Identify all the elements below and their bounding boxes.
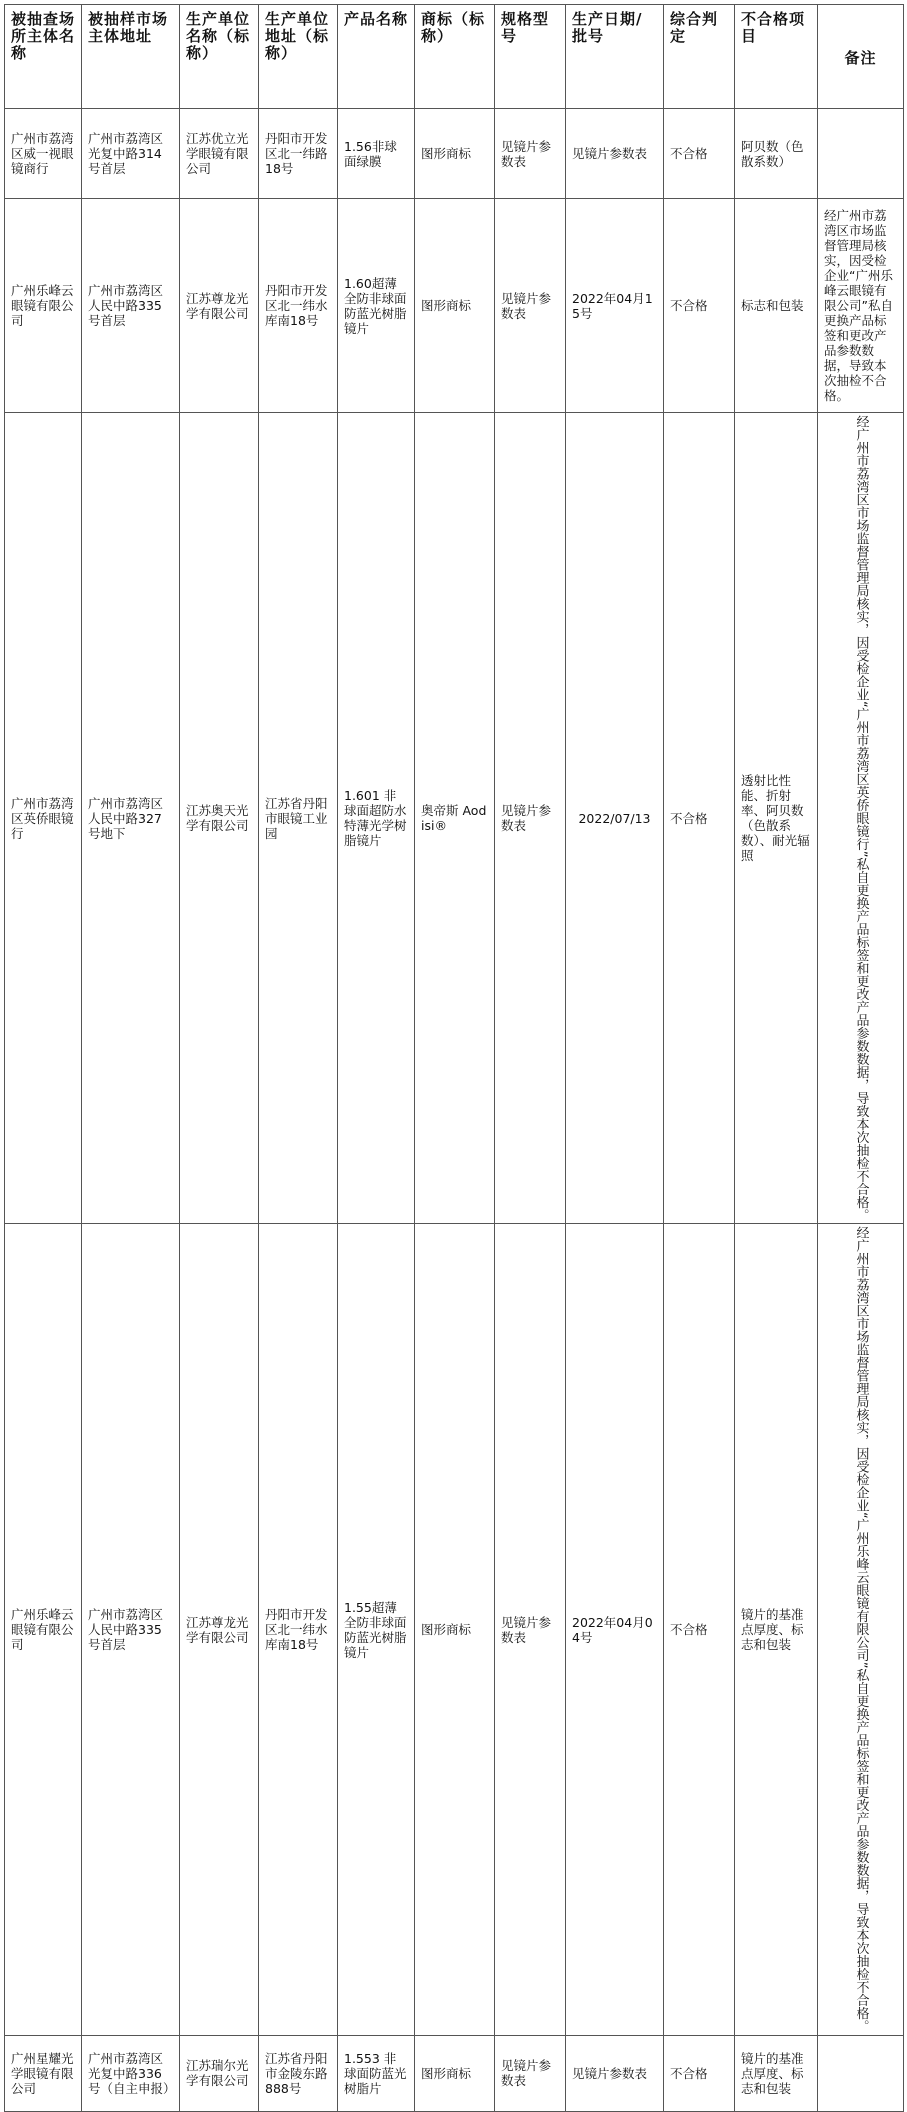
cell-producer-address: 江苏省丹阳市金陵东路888号 xyxy=(259,2035,338,2111)
cell-note xyxy=(818,1224,904,2035)
header-producer-address: 生产单位地址（标称） xyxy=(259,5,338,109)
cell-producer-address: 丹阳市开发区北一纬水库南18号 xyxy=(259,1224,338,2035)
cell-verdict: 不合格 xyxy=(664,1224,735,2035)
cell-address: 广州市荔湾区人民中路327号地下 xyxy=(82,413,180,1224)
cell-producer: 江苏瑞尔光学有限公司 xyxy=(180,2035,259,2111)
cell-producer: 江苏奥天光学有限公司 xyxy=(180,413,259,1224)
header-market: 被抽查场所主体名称 xyxy=(5,5,82,109)
cell-date: 2022/07/13 xyxy=(566,413,664,1224)
cell-items: 镜片的基准点厚度、标志和包装 xyxy=(735,1224,818,2035)
cell-spec: 见镜片参数表 xyxy=(495,109,566,199)
cell-spec: 见镜片参数表 xyxy=(495,199,566,413)
cell-address: 广州市荔湾区光复中路336号（自主申报） xyxy=(82,2035,180,2111)
cell-address: 广州市荔湾区光复中路314号首层 xyxy=(82,109,180,199)
cell-note: 经广州市荔湾区市场监督管理局核实，因受检企业“广州乐峰云眼镜有限公司”私自更换产品标签和更改产品参数数据，导致本次抽检不合格。 xyxy=(818,199,904,413)
cell-verdict: 不合格 xyxy=(664,109,735,199)
cell-trademark: 图形商标 xyxy=(415,2035,495,2111)
cell-product: 1.60超薄全防非球面防蓝光树脂镜片 xyxy=(338,199,415,413)
cell-market: 广州乐峰云眼镜有限公司 xyxy=(5,1224,82,2035)
cell-producer: 江苏尊龙光学有限公司 xyxy=(180,199,259,413)
cell-date: 见镜片参数表 xyxy=(566,109,664,199)
note-vertical-text: 经广州市荔湾区市场监督管理局核实，因受检企业“广州市荔湾区英侨眼镜行”私自更换产品标签和更改产品参数数据，导致本次抽检不合格。 xyxy=(853,415,869,1222)
table-row xyxy=(5,1224,904,2035)
header-trademark: 商标（标称） xyxy=(415,5,495,109)
cell-items: 阿贝数（色散系数） xyxy=(735,109,818,199)
table-row xyxy=(5,413,904,1224)
cell-items: 标志和包装 xyxy=(735,199,818,413)
header-verdict: 综合判定 xyxy=(664,5,735,109)
header-row xyxy=(5,5,904,109)
table-row xyxy=(5,109,904,199)
cell-producer: 江苏优立光学眼镜有限公司 xyxy=(180,109,259,199)
cell-product: 1.601 非球面超防水特薄光学树脂镜片 xyxy=(338,413,415,1224)
cell-producer-address: 丹阳市开发区北一纬路18号 xyxy=(259,109,338,199)
header-items: 不合格项目 xyxy=(735,5,818,109)
cell-producer-address: 丹阳市开发区北一纬水库南18号 xyxy=(259,199,338,413)
cell-market: 广州市荔湾区英侨眼镜行 xyxy=(5,413,82,1224)
cell-trademark: 奥帝斯 Aodisi® xyxy=(415,413,495,1224)
cell-note xyxy=(818,109,904,199)
cell-market: 广州市荔湾区威一视眼镜商行 xyxy=(5,109,82,199)
note-vertical-wrap xyxy=(824,415,897,1221)
cell-address: 广州市荔湾区人民中路335号首层 xyxy=(82,1224,180,2035)
cell-spec: 见镜片参数表 xyxy=(495,2035,566,2111)
cell-producer-address: 江苏省丹阳市眼镜工业园 xyxy=(259,413,338,1224)
cell-date: 2022年04月04号 xyxy=(566,1224,664,2035)
note-vertical-text: 经广州市荔湾区市场监督管理局核实，因受检企业“广州乐峰云眼镜有限公司”私自更换产品标签和更改产品参数数据，导致本次抽检不合格。 xyxy=(853,1226,869,2033)
cell-product: 1.553 非球面防蓝光树脂片 xyxy=(338,2035,415,2111)
cell-market: 广州星耀光学眼镜有限公司 xyxy=(5,2035,82,2111)
cell-date: 见镜片参数表 xyxy=(566,2035,664,2111)
cell-spec: 见镜片参数表 xyxy=(495,413,566,1224)
cell-address: 广州市荔湾区人民中路335号首层 xyxy=(82,199,180,413)
cell-market: 广州乐峰云眼镜有限公司 xyxy=(5,199,82,413)
cell-note xyxy=(818,413,904,1224)
cell-note xyxy=(818,2035,904,2111)
cell-trademark: 图形商标 xyxy=(415,1224,495,2035)
cell-trademark: 图形商标 xyxy=(415,199,495,413)
cell-items: 镜片的基准点厚度、标志和包装 xyxy=(735,2035,818,2111)
cell-verdict: 不合格 xyxy=(664,413,735,1224)
header-note: 备注 xyxy=(818,5,904,109)
cell-verdict: 不合格 xyxy=(664,199,735,413)
inspection-results-table xyxy=(4,4,904,2112)
cell-product: 1.56非球面绿膜 xyxy=(338,109,415,199)
note-vertical-wrap xyxy=(824,1226,897,2032)
cell-trademark: 图形商标 xyxy=(415,109,495,199)
header-spec: 规格型号 xyxy=(495,5,566,109)
header-producer: 生产单位名称（标称） xyxy=(180,5,259,109)
cell-spec: 见镜片参数表 xyxy=(495,1224,566,2035)
cell-product: 1.55超薄全防非球面防蓝光树脂镜片 xyxy=(338,1224,415,2035)
cell-verdict: 不合格 xyxy=(664,2035,735,2111)
cell-date: 2022年04月15号 xyxy=(566,199,664,413)
cell-producer: 江苏尊龙光学有限公司 xyxy=(180,1224,259,2035)
header-address: 被抽样市场主体地址 xyxy=(82,5,180,109)
table-row xyxy=(5,2035,904,2111)
header-product: 产品名称 xyxy=(338,5,415,109)
table-row xyxy=(5,199,904,413)
cell-items: 透射比性能、折射率、阿贝数（色散系数）、耐光辐照 xyxy=(735,413,818,1224)
header-date: 生产日期/批号 xyxy=(566,5,664,109)
